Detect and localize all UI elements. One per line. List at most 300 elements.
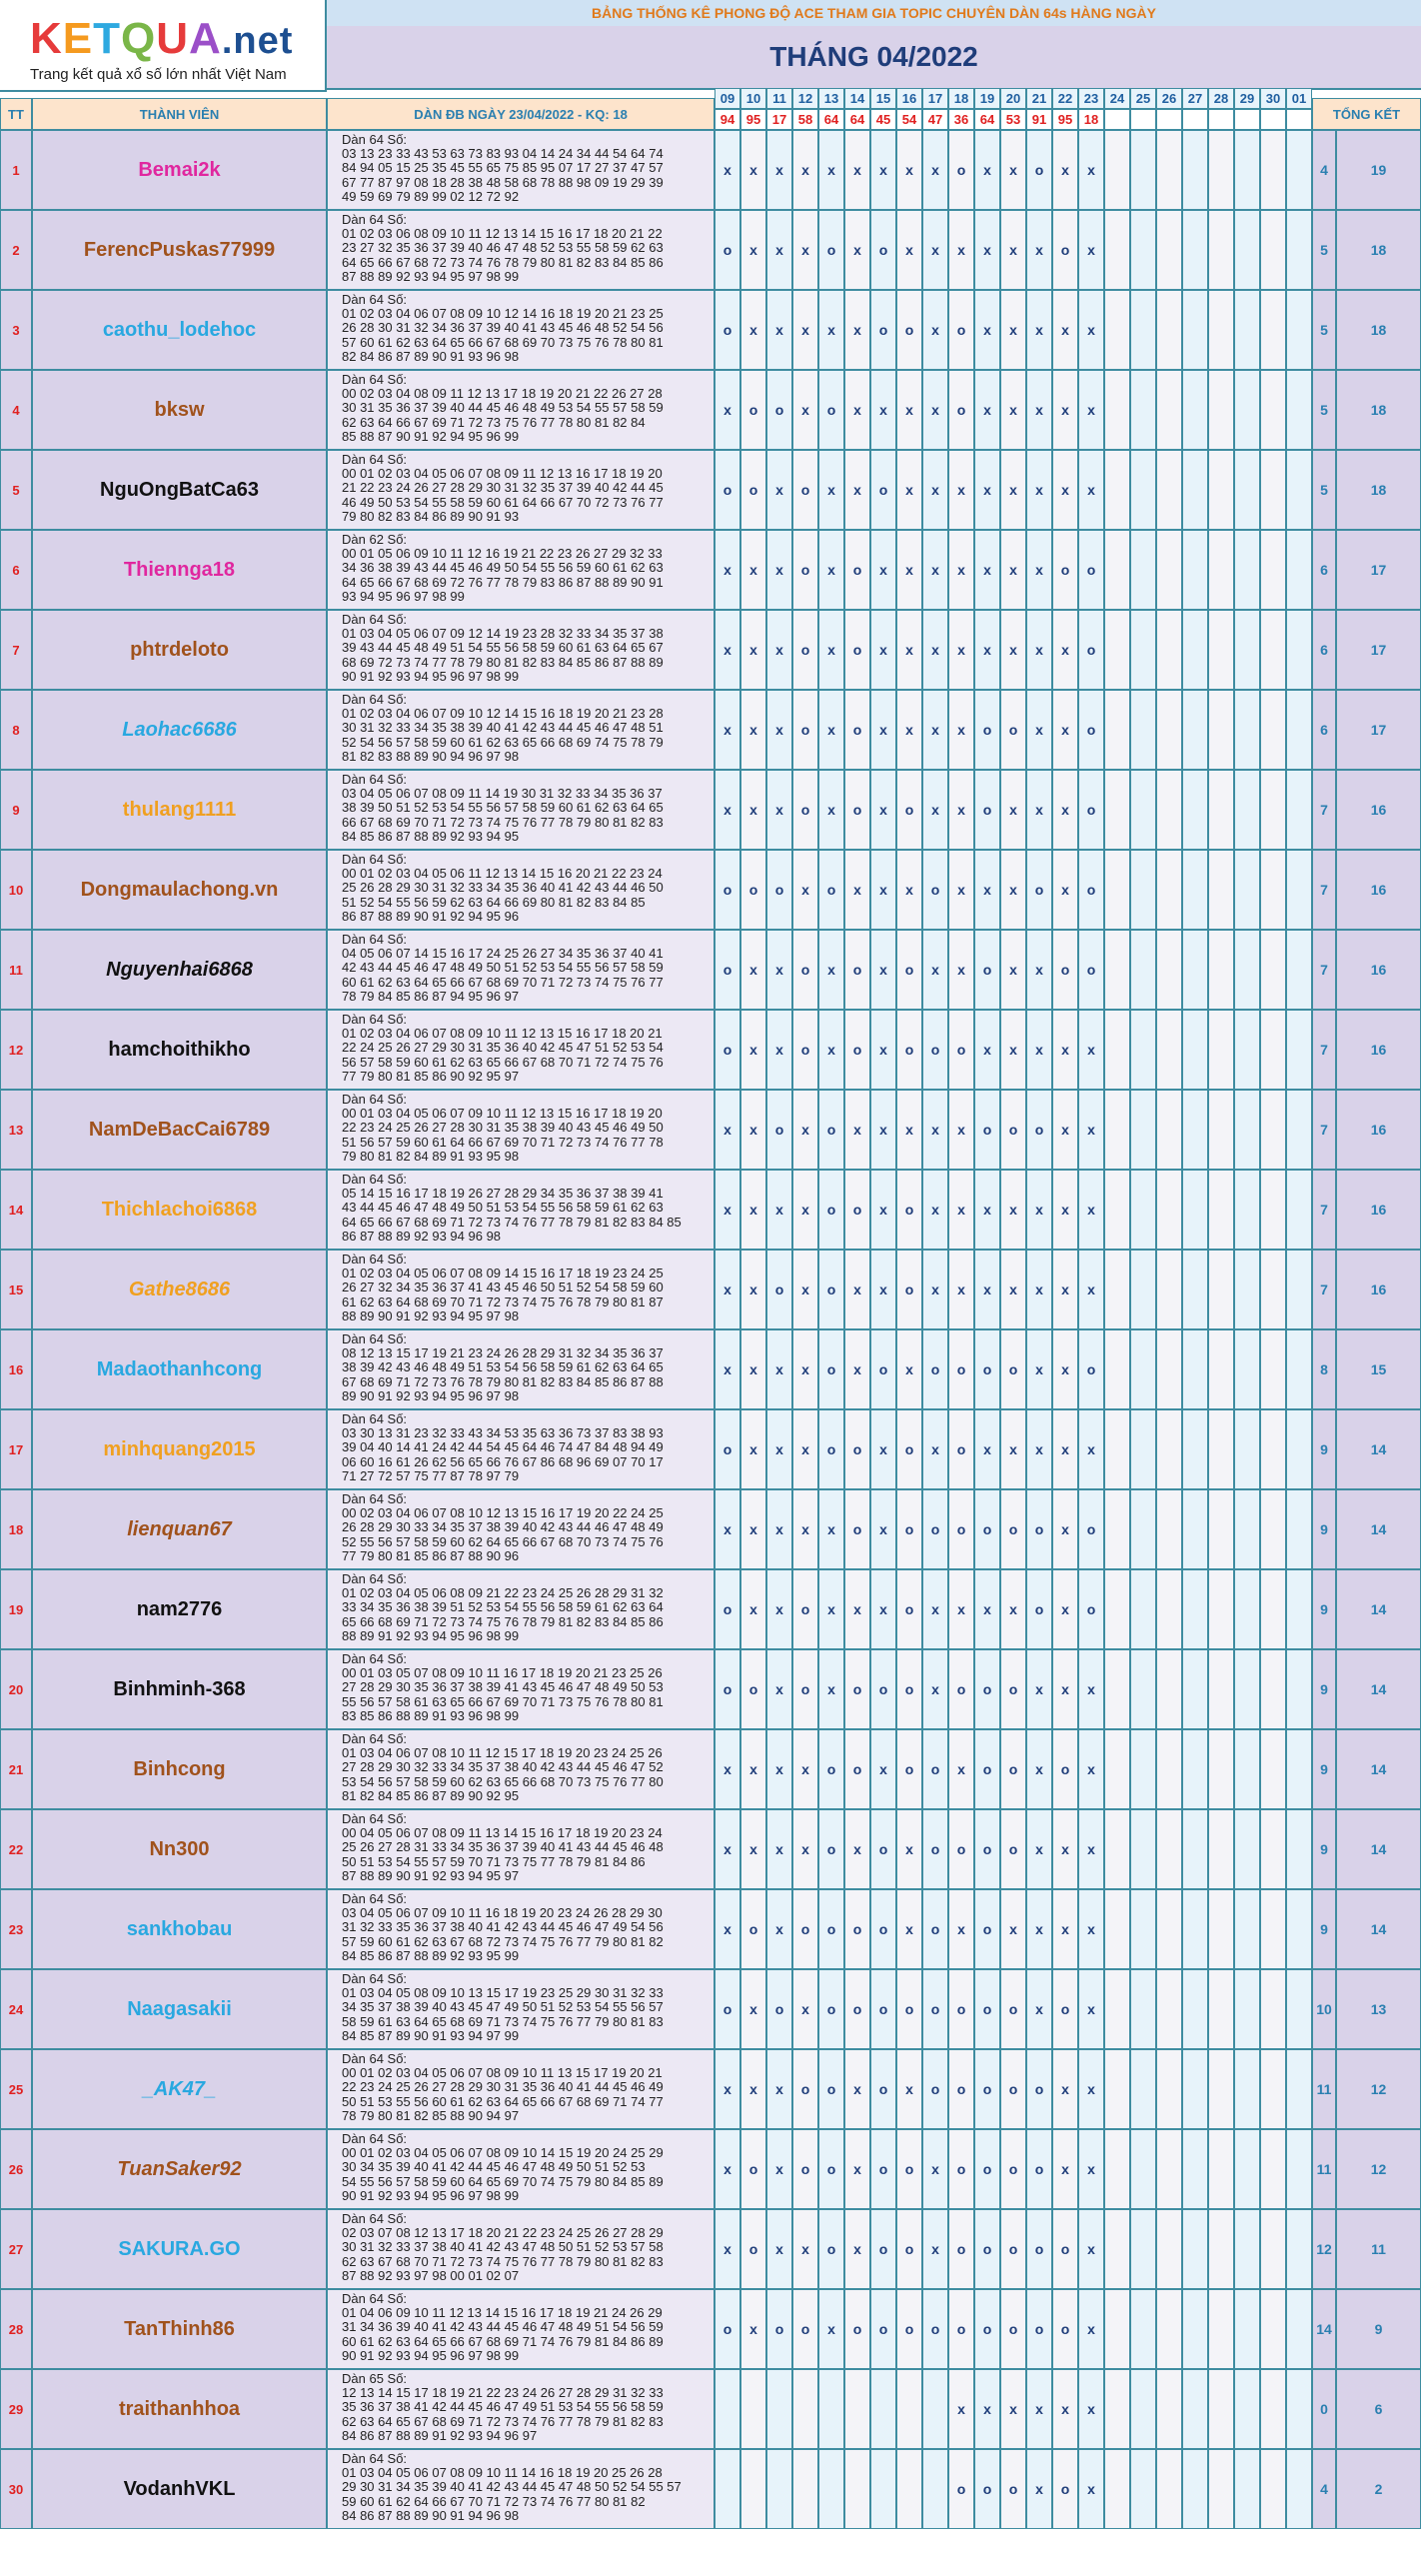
result-mark bbox=[1260, 850, 1286, 930]
result-mark: x bbox=[896, 1809, 922, 1889]
result-mark bbox=[1104, 1329, 1130, 1409]
result-mark bbox=[1208, 770, 1234, 850]
member-name[interactable]: hamchoithikho bbox=[32, 1010, 327, 1090]
result-mark bbox=[1104, 130, 1130, 210]
result-mark: x bbox=[1052, 770, 1078, 850]
result-mark bbox=[1156, 210, 1182, 290]
result-mark bbox=[1104, 210, 1130, 290]
result-mark: o bbox=[948, 290, 974, 370]
member-name[interactable]: caothu_lodehoc bbox=[32, 290, 327, 370]
result-mark bbox=[1182, 1010, 1208, 1090]
row-number: 26 bbox=[0, 2129, 32, 2209]
result-mark bbox=[870, 2449, 896, 2529]
total-score: 18 bbox=[1336, 450, 1421, 530]
result-mark bbox=[1260, 2449, 1286, 2529]
result-mark: o bbox=[974, 1649, 1000, 1729]
dan-numbers: Dàn 64 Số: 02 03 07 08 12 13 17 18 20 21 22 23 24 25 26 27 28 29 30 31 32 33 37 38 40 41 42 43 47 48 50 51 52 53 57 58 62 63 67 68 70 71 72 73 74 75 76 77 78 79 80 81 82 83 87 88 92 93 97 98 00 01 02 07 bbox=[327, 2209, 714, 2289]
total-score: 16 bbox=[1336, 850, 1421, 930]
table-row bbox=[0, 1170, 1421, 1250]
row-number: 17 bbox=[0, 1409, 32, 1489]
result-mark: o bbox=[792, 1649, 818, 1729]
win-count: 6 bbox=[1312, 690, 1336, 770]
result-mark: o bbox=[740, 2129, 766, 2209]
row-number: 12 bbox=[0, 1010, 32, 1090]
win-count: 9 bbox=[1312, 1809, 1336, 1889]
result-mark: x bbox=[896, 1329, 922, 1409]
result-mark: x bbox=[870, 770, 896, 850]
result-mark: o bbox=[974, 2289, 1000, 2369]
result-mark bbox=[1156, 1889, 1182, 1969]
win-count: 4 bbox=[1312, 2449, 1336, 2529]
result-mark bbox=[1130, 1569, 1156, 1649]
banner-title: BẢNG THỐNG KÊ PHONG ĐỘ ACE THAM GIA TOPIC CHUYÊN DÀN 64s HÀNG NGÀY bbox=[327, 0, 1421, 27]
result-mark: x bbox=[1052, 450, 1078, 530]
result-mark: x bbox=[1078, 1969, 1104, 2049]
result-mark: o bbox=[948, 1409, 974, 1489]
result-mark: o bbox=[844, 770, 870, 850]
result-mark bbox=[1286, 130, 1312, 210]
result-mark bbox=[1208, 1090, 1234, 1170]
dan-numbers: Dàn 64 Số: 00 01 03 04 05 06 07 09 10 11 12 13 15 16 17 18 19 20 22 23 24 25 26 27 28 30 31 35 38 39 40 43 45 46 49 50 51 56 57 59 60 61 64 66 67 69 70 71 72 73 74 76 77 78 79 80 81 82 84 89 91 93 95 98 bbox=[327, 1090, 714, 1170]
result-mark: o bbox=[1026, 2209, 1052, 2289]
result-mark: x bbox=[1078, 290, 1104, 370]
result-mark: x bbox=[948, 850, 974, 930]
result-mark bbox=[1130, 1010, 1156, 1090]
result-mark: x bbox=[1078, 370, 1104, 450]
result-mark: o bbox=[844, 1170, 870, 1250]
result-mark: o bbox=[1000, 2049, 1026, 2129]
result-mark bbox=[1260, 2369, 1286, 2449]
result-mark bbox=[1182, 1569, 1208, 1649]
member-name[interactable]: Nn300 bbox=[32, 1809, 327, 1889]
member-name[interactable]: Bemai2k bbox=[32, 130, 327, 210]
member-name[interactable]: Thichlachoi6868 bbox=[32, 1170, 327, 1250]
row-number: 30 bbox=[0, 2449, 32, 2529]
result-mark: o bbox=[1026, 2049, 1052, 2129]
result-mark: x bbox=[1000, 290, 1026, 370]
win-count: 6 bbox=[1312, 610, 1336, 690]
table-row bbox=[0, 1010, 1421, 1090]
result-mark: x bbox=[740, 1250, 766, 1329]
result-mark: o bbox=[818, 2209, 844, 2289]
result-mark: x bbox=[1078, 1729, 1104, 1809]
result-mark: x bbox=[1052, 1090, 1078, 1170]
result-mark: o bbox=[896, 1489, 922, 1569]
result-mark: x bbox=[896, 130, 922, 210]
result-mark bbox=[1156, 1489, 1182, 1569]
result-mark bbox=[1156, 2129, 1182, 2209]
result-mark: o bbox=[818, 850, 844, 930]
result-mark bbox=[1130, 2049, 1156, 2129]
result-mark bbox=[766, 2449, 792, 2529]
day-header: 20 bbox=[1000, 88, 1026, 109]
result-mark: x bbox=[766, 1569, 792, 1649]
dan-numbers: Dàn 64 Số: 01 03 04 05 08 09 10 13 15 17 19 23 25 29 30 31 32 33 34 35 37 38 39 40 43 45 47 49 50 51 52 53 54 55 56 57 58 59 61 63 64 65 68 69 71 73 74 75 76 77 79 80 81 83 84 85 87 89 90 91 93 94 97 99 bbox=[327, 1969, 714, 2049]
result-mark: o bbox=[896, 2209, 922, 2289]
result-mark: x bbox=[792, 2209, 818, 2289]
result-mark: o bbox=[1000, 2449, 1026, 2529]
result-mark bbox=[1130, 290, 1156, 370]
result-mark: o bbox=[948, 370, 974, 450]
result-mark: o bbox=[740, 1649, 766, 1729]
member-name[interactable]: TuanSaker92 bbox=[32, 2129, 327, 2209]
result-mark: x bbox=[844, 370, 870, 450]
member-name[interactable]: Gathe8686 bbox=[32, 1250, 327, 1329]
result-mark bbox=[1234, 2129, 1260, 2209]
result-mark bbox=[1260, 210, 1286, 290]
result-mark: x bbox=[896, 610, 922, 690]
result-mark bbox=[1208, 2449, 1234, 2529]
result-mark: o bbox=[896, 2129, 922, 2209]
result-mark: o bbox=[1026, 2129, 1052, 2209]
result-mark bbox=[1234, 2209, 1260, 2289]
result-mark: o bbox=[1052, 530, 1078, 610]
member-name[interactable]: Naagasakii bbox=[32, 1969, 327, 2049]
result-mark bbox=[1182, 1329, 1208, 1409]
member-name[interactable]: FerencPuskas77999 bbox=[32, 210, 327, 290]
result-mark bbox=[1130, 610, 1156, 690]
result-mark bbox=[1234, 1969, 1260, 2049]
result-mark bbox=[1260, 770, 1286, 850]
member-name[interactable]: Nguyenhai6868 bbox=[32, 930, 327, 1010]
result-mark bbox=[844, 2449, 870, 2529]
member-name[interactable]: Binhminh-368 bbox=[32, 1649, 327, 1729]
result-mark: o bbox=[974, 2449, 1000, 2529]
result-mark: x bbox=[896, 2049, 922, 2129]
result-mark bbox=[1208, 130, 1234, 210]
win-count: 7 bbox=[1312, 930, 1336, 1010]
result-mark bbox=[1130, 1649, 1156, 1729]
result-mark bbox=[1286, 1969, 1312, 2049]
result-mark: x bbox=[714, 1729, 740, 1809]
member-name[interactable]: nam2776 bbox=[32, 1569, 327, 1649]
result-mark: x bbox=[766, 290, 792, 370]
result-mark bbox=[1260, 1409, 1286, 1489]
result-mark: o bbox=[974, 770, 1000, 850]
result-mark bbox=[1182, 2369, 1208, 2449]
result-mark: x bbox=[1026, 1969, 1052, 2049]
result-mark bbox=[1234, 1729, 1260, 1809]
dan-numbers: Dàn 64 Số: 01 03 04 06 07 08 10 11 12 15 17 18 19 20 23 24 25 26 27 28 29 30 32 33 34 35 37 38 40 42 43 44 45 46 47 52 53 54 56 57 58 59 60 62 63 65 66 68 70 73 75 76 77 80 81 82 84 85 86 87 89 90 92 95 bbox=[327, 1729, 714, 1809]
result-mark: o bbox=[740, 1889, 766, 1969]
result-mark bbox=[792, 2369, 818, 2449]
result-mark: x bbox=[870, 1090, 896, 1170]
result-mark: o bbox=[948, 2129, 974, 2209]
result-mark bbox=[1286, 1889, 1312, 1969]
result-mark bbox=[1182, 530, 1208, 610]
result-mark: x bbox=[818, 770, 844, 850]
day-header: 30 bbox=[1260, 88, 1286, 109]
table-row bbox=[0, 1250, 1421, 1329]
result-mark bbox=[1260, 130, 1286, 210]
dan-numbers: Dàn 64 Số: 00 01 02 03 04 05 06 07 08 09 10 14 15 19 20 24 25 29 30 34 35 39 40 41 42 44 45 46 47 48 49 50 51 52 53 54 55 56 57 58 59 60 64 65 69 70 74 75 79 80 84 85 89 90 91 92 93 94 95 96 97 98 99 bbox=[327, 2129, 714, 2209]
table-row bbox=[0, 1569, 1421, 1649]
result-mark: x bbox=[922, 770, 948, 850]
result-mark: x bbox=[1052, 1329, 1078, 1409]
result-mark bbox=[1182, 1889, 1208, 1969]
month-title: THÁNG 04/2022 bbox=[327, 26, 1421, 90]
result-mark: o bbox=[870, 2209, 896, 2289]
result-mark bbox=[1286, 2129, 1312, 2209]
result-mark: o bbox=[844, 530, 870, 610]
table-row bbox=[0, 1489, 1421, 1569]
result-mark bbox=[1208, 1409, 1234, 1489]
result-mark: x bbox=[922, 530, 948, 610]
member-name[interactable]: lienquan67 bbox=[32, 1489, 327, 1569]
result-mark: x bbox=[714, 2049, 740, 2129]
member-name[interactable]: minhquang2015 bbox=[32, 1409, 327, 1489]
table-row bbox=[0, 1329, 1421, 1409]
win-count: 7 bbox=[1312, 1010, 1336, 1090]
result-mark: x bbox=[922, 1170, 948, 1250]
total-score: 18 bbox=[1336, 290, 1421, 370]
table-row bbox=[0, 1090, 1421, 1170]
result-mark: x bbox=[870, 610, 896, 690]
result-mark bbox=[1104, 1250, 1130, 1329]
result-mark bbox=[1208, 1569, 1234, 1649]
result-mark bbox=[1260, 2129, 1286, 2209]
result-mark bbox=[1208, 2129, 1234, 2209]
result-mark: o bbox=[792, 770, 818, 850]
result-mark: x bbox=[818, 1010, 844, 1090]
result-mark bbox=[1182, 130, 1208, 210]
result-mark: x bbox=[766, 770, 792, 850]
result-mark: o bbox=[922, 1729, 948, 1809]
result-mark: o bbox=[1000, 1969, 1026, 2049]
member-name[interactable]: VodanhVKL bbox=[32, 2449, 327, 2529]
member-name[interactable]: _AK47_ bbox=[32, 2049, 327, 2129]
result-mark: o bbox=[1052, 930, 1078, 1010]
member-name[interactable]: SAKURA.GO bbox=[32, 2209, 327, 2289]
result-mark bbox=[1104, 850, 1130, 930]
result-mark: o bbox=[922, 1969, 948, 2049]
result-mark: o bbox=[948, 1969, 974, 2049]
result-mark: x bbox=[766, 450, 792, 530]
total-score: 6 bbox=[1336, 2369, 1421, 2449]
result-mark: x bbox=[792, 1729, 818, 1809]
result-mark bbox=[1260, 1569, 1286, 1649]
result-mark: x bbox=[740, 1809, 766, 1889]
result-mark: x bbox=[818, 530, 844, 610]
result-mark bbox=[1156, 610, 1182, 690]
result-mark bbox=[1208, 1489, 1234, 1569]
result-mark: x bbox=[1078, 2449, 1104, 2529]
result-mark: x bbox=[1026, 1329, 1052, 1409]
result-mark: o bbox=[844, 1649, 870, 1729]
member-name[interactable]: bksw bbox=[32, 370, 327, 450]
result-mark: o bbox=[844, 1489, 870, 1569]
result-mark: o bbox=[792, 1010, 818, 1090]
row-number: 22 bbox=[0, 1809, 32, 1889]
result-mark bbox=[818, 2369, 844, 2449]
result-mark bbox=[1208, 1969, 1234, 2049]
result-mark: o bbox=[974, 1329, 1000, 1409]
result-mark: x bbox=[974, 1250, 1000, 1329]
result-mark: x bbox=[870, 1409, 896, 1489]
result-mark: x bbox=[1052, 1889, 1078, 1969]
result-mark: x bbox=[922, 610, 948, 690]
result-mark: o bbox=[870, 2129, 896, 2209]
result-mark: x bbox=[844, 130, 870, 210]
result-mark: x bbox=[974, 2369, 1000, 2449]
win-count: 11 bbox=[1312, 2049, 1336, 2129]
result-mark: x bbox=[948, 610, 974, 690]
result-mark: o bbox=[1026, 850, 1052, 930]
member-name[interactable]: TanThinh86 bbox=[32, 2289, 327, 2369]
day-header: 19 bbox=[974, 88, 1000, 109]
result-mark bbox=[714, 2369, 740, 2449]
result-mark: o bbox=[974, 930, 1000, 1010]
result-mark: x bbox=[974, 370, 1000, 450]
result-mark: x bbox=[844, 1329, 870, 1409]
dan-numbers: Dàn 64 Số: 08 12 13 15 17 19 21 23 24 26 28 29 31 32 34 35 36 37 38 39 42 43 46 48 49 51 53 54 56 58 59 61 62 63 64 65 67 68 69 71 72 73 76 78 79 80 81 82 83 84 85 86 87 88 89 90 91 92 93 94 95 96 97 98 bbox=[327, 1329, 714, 1409]
result-mark bbox=[1208, 930, 1234, 1010]
day-header: 22 bbox=[1052, 88, 1078, 109]
result-mark: x bbox=[714, 1250, 740, 1329]
result-mark: o bbox=[792, 450, 818, 530]
result-mark bbox=[1182, 1090, 1208, 1170]
member-name[interactable]: phtrdeloto bbox=[32, 610, 327, 690]
result-mark: o bbox=[1000, 1809, 1026, 1889]
member-name[interactable]: Madaothanhcong bbox=[32, 1329, 327, 1409]
day-result: 36 bbox=[948, 109, 974, 130]
result-mark: o bbox=[870, 1329, 896, 1409]
result-mark: x bbox=[844, 1569, 870, 1649]
result-mark: x bbox=[974, 450, 1000, 530]
result-mark bbox=[1260, 1649, 1286, 1729]
result-mark: x bbox=[922, 1649, 948, 1729]
result-mark: o bbox=[948, 1489, 974, 1569]
result-mark bbox=[1156, 1409, 1182, 1489]
result-mark bbox=[1182, 2209, 1208, 2289]
result-mark bbox=[1208, 1649, 1234, 1729]
result-mark: o bbox=[818, 370, 844, 450]
result-mark: x bbox=[1000, 370, 1026, 450]
result-mark bbox=[1104, 290, 1130, 370]
header-dan: DÀN ĐB NGÀY 23/04/2022 - KQ: 18 bbox=[327, 98, 714, 130]
result-mark bbox=[1156, 130, 1182, 210]
result-mark: o bbox=[766, 2289, 792, 2369]
result-mark: x bbox=[896, 690, 922, 770]
result-mark bbox=[1286, 450, 1312, 530]
result-mark: x bbox=[1078, 1409, 1104, 1489]
member-name[interactable]: thulang1111 bbox=[32, 770, 327, 850]
result-mark: o bbox=[792, 2289, 818, 2369]
dan-numbers: Dàn 64 Số: 00 01 02 03 04 05 06 07 08 09 11 12 13 16 17 18 19 20 21 22 23 24 26 27 28 29 30 31 32 35 37 39 40 42 44 45 46 49 50 53 54 55 58 59 60 61 64 66 67 70 72 73 76 77 79 80 82 83 84 86 89 90 91 93 bbox=[327, 450, 714, 530]
member-name[interactable]: Thiennga18 bbox=[32, 530, 327, 610]
day-header: 16 bbox=[896, 88, 922, 109]
result-mark bbox=[1182, 1409, 1208, 1489]
result-mark: x bbox=[948, 770, 974, 850]
result-mark: x bbox=[1052, 2049, 1078, 2129]
result-mark bbox=[1182, 370, 1208, 450]
ketqua-logo[interactable] bbox=[0, 0, 327, 92]
result-mark: x bbox=[766, 1489, 792, 1569]
row-number: 2 bbox=[0, 210, 32, 290]
result-mark: o bbox=[792, 2129, 818, 2209]
result-mark: x bbox=[1078, 130, 1104, 210]
result-mark bbox=[1104, 1170, 1130, 1250]
result-mark: x bbox=[844, 210, 870, 290]
dan-numbers: Dàn 64 Số: 00 04 05 06 07 08 09 11 13 14 15 16 17 18 19 20 23 24 25 26 27 28 31 33 34 35 36 37 39 40 41 43 44 45 46 48 50 51 53 54 55 57 59 70 71 73 75 77 78 79 81 84 86 87 88 89 90 91 92 93 94 95 97 bbox=[327, 1809, 714, 1889]
day-result bbox=[1104, 109, 1130, 130]
result-mark: x bbox=[870, 1250, 896, 1329]
result-mark: x bbox=[792, 1170, 818, 1250]
member-name[interactable]: Dongmaulachong.vn bbox=[32, 850, 327, 930]
result-mark: o bbox=[740, 370, 766, 450]
result-mark: x bbox=[766, 930, 792, 1010]
result-mark: x bbox=[740, 610, 766, 690]
result-mark bbox=[1260, 930, 1286, 1010]
result-mark: x bbox=[766, 690, 792, 770]
result-mark bbox=[1182, 1250, 1208, 1329]
result-mark bbox=[1234, 1329, 1260, 1409]
result-mark: o bbox=[948, 1649, 974, 1729]
member-name[interactable]: NguOngBatCa63 bbox=[32, 450, 327, 530]
result-mark: x bbox=[766, 210, 792, 290]
member-name[interactable]: NamDeBacCai6789 bbox=[32, 1090, 327, 1170]
result-mark bbox=[1234, 1889, 1260, 1969]
result-mark: x bbox=[792, 1969, 818, 2049]
win-count: 6 bbox=[1312, 530, 1336, 610]
result-mark bbox=[1208, 1010, 1234, 1090]
result-mark: x bbox=[896, 530, 922, 610]
result-mark: o bbox=[740, 2209, 766, 2289]
day-header: 29 bbox=[1234, 88, 1260, 109]
result-mark: x bbox=[818, 1569, 844, 1649]
result-mark bbox=[1130, 770, 1156, 850]
day-header: 18 bbox=[948, 88, 974, 109]
result-mark: x bbox=[870, 930, 896, 1010]
result-mark bbox=[1234, 2049, 1260, 2129]
result-mark: x bbox=[1078, 2209, 1104, 2289]
result-mark bbox=[1234, 450, 1260, 530]
result-mark: o bbox=[818, 1170, 844, 1250]
result-mark bbox=[1156, 770, 1182, 850]
row-number: 5 bbox=[0, 450, 32, 530]
result-mark bbox=[1260, 1010, 1286, 1090]
table-row bbox=[0, 2289, 1421, 2369]
result-mark bbox=[1234, 1250, 1260, 1329]
result-mark bbox=[792, 2449, 818, 2529]
result-mark: x bbox=[740, 930, 766, 1010]
member-name[interactable]: traithanhhoa bbox=[32, 2369, 327, 2449]
result-mark bbox=[1286, 1649, 1312, 1729]
result-mark: o bbox=[870, 1649, 896, 1729]
result-mark: o bbox=[922, 1889, 948, 1969]
table-row bbox=[0, 770, 1421, 850]
member-name[interactable]: Binhcong bbox=[32, 1729, 327, 1809]
member-name[interactable]: sankhobau bbox=[32, 1889, 327, 1969]
result-mark bbox=[1260, 1170, 1286, 1250]
result-mark bbox=[1234, 770, 1260, 850]
dan-numbers: Dàn 64 Số: 00 02 03 04 06 07 08 10 12 13 15 16 17 19 20 22 24 25 26 28 29 30 33 34 35 37 38 39 40 42 43 44 46 47 48 49 52 55 56 57 58 59 60 62 64 65 66 67 68 70 73 74 75 76 77 79 80 81 85 86 87 88 90 96 bbox=[327, 1489, 714, 1569]
member-name[interactable]: Laohac6686 bbox=[32, 690, 327, 770]
result-mark bbox=[1234, 1649, 1260, 1729]
result-mark: x bbox=[1026, 370, 1052, 450]
result-mark: o bbox=[1000, 1489, 1026, 1569]
result-mark: o bbox=[792, 1569, 818, 1649]
result-mark: x bbox=[896, 1090, 922, 1170]
total-score: 16 bbox=[1336, 1250, 1421, 1329]
result-mark bbox=[1286, 1090, 1312, 1170]
result-mark: o bbox=[1000, 1729, 1026, 1809]
result-mark: o bbox=[1000, 690, 1026, 770]
result-mark bbox=[818, 2449, 844, 2529]
result-mark: o bbox=[766, 850, 792, 930]
result-mark bbox=[1182, 610, 1208, 690]
total-score: 14 bbox=[1336, 1809, 1421, 1889]
